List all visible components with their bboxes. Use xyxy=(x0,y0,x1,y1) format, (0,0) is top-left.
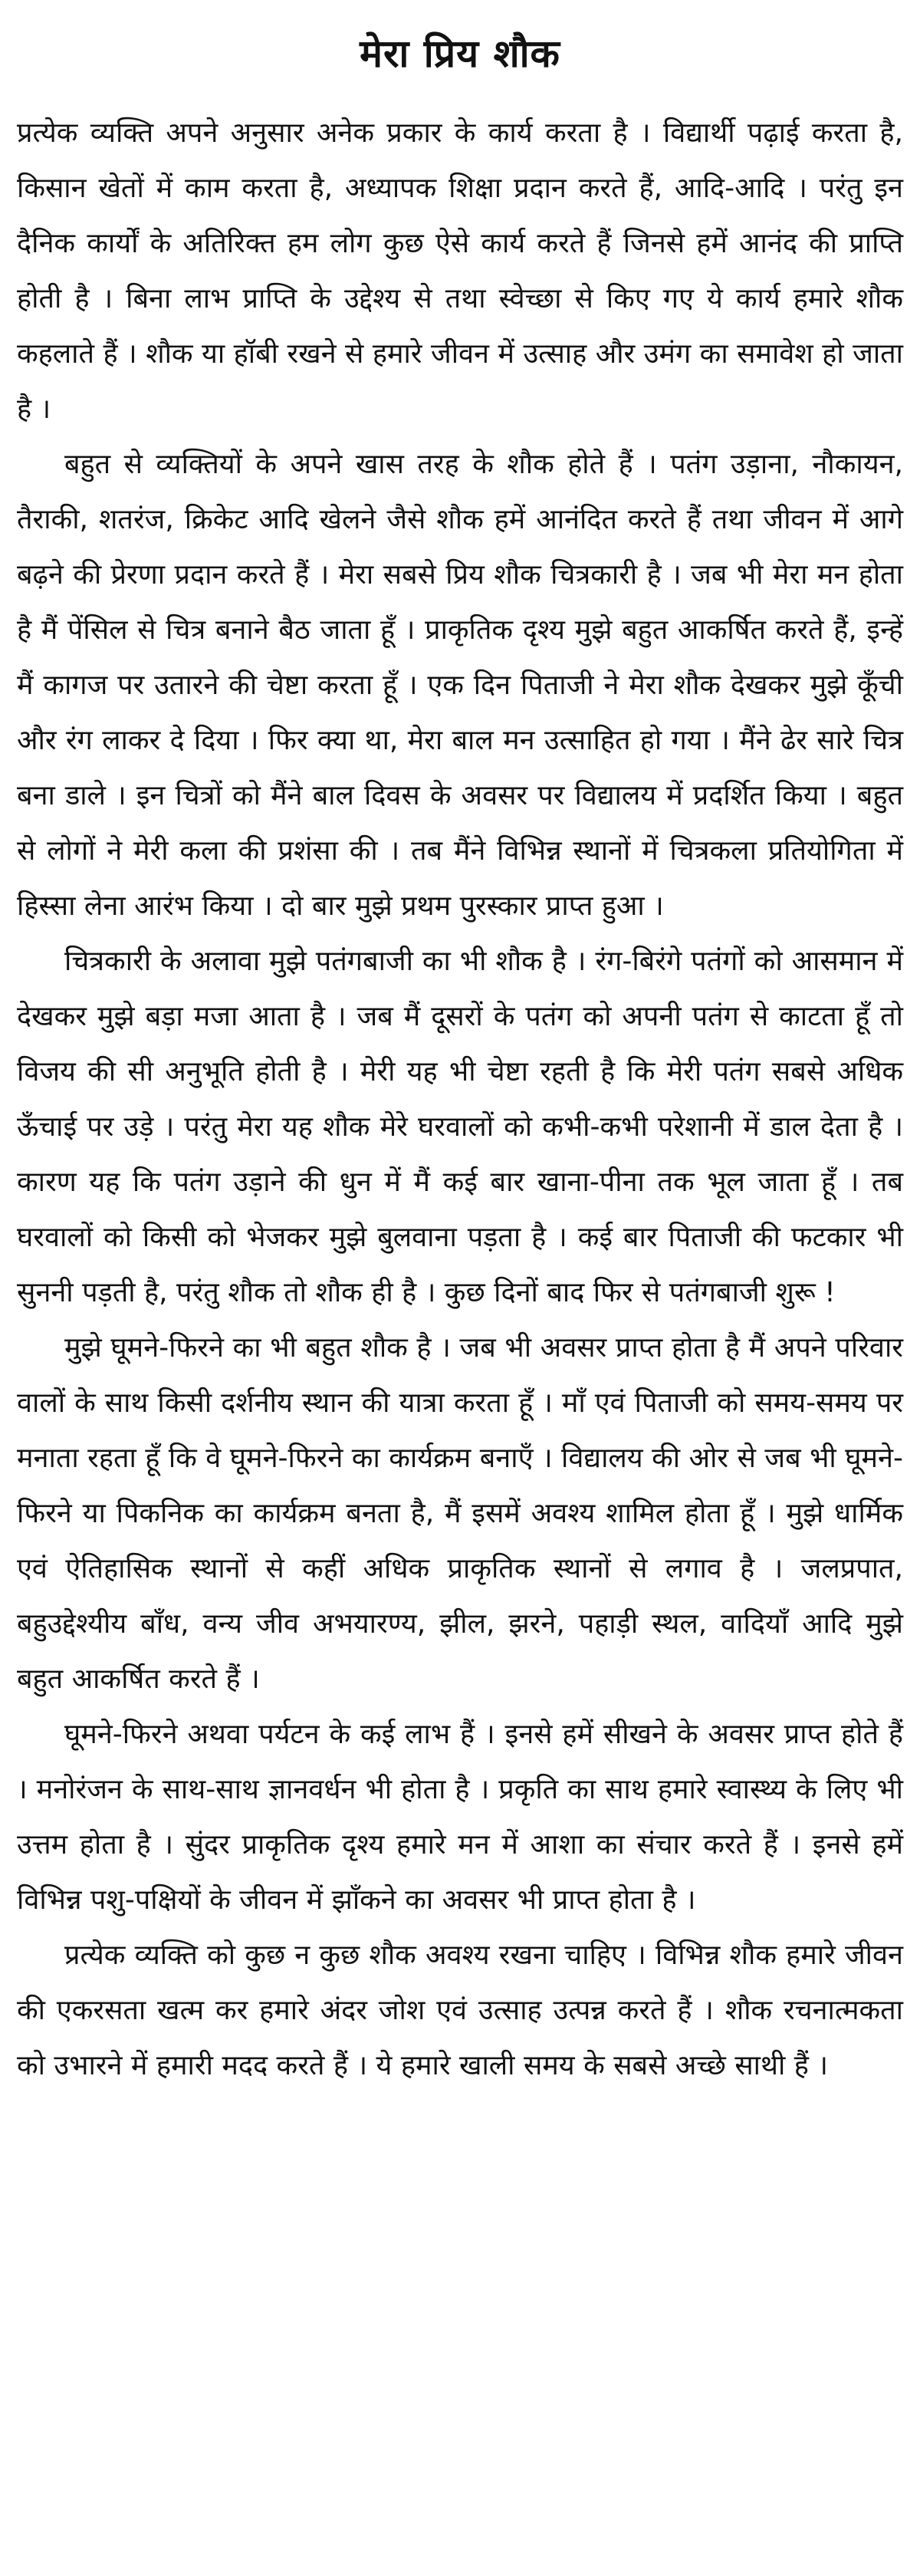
essay-title: मेरा प्रिय शौक xyxy=(360,31,560,76)
essay-body xyxy=(17,106,903,2094)
essay-paragraph-2: बहुत से व्यक्तियों के अपने खास तरह के शौक होते हैं । पतंग उड़ाना, नौकायन, तैराकी, शतरंज, क्रिकेट आदि खेलने जैसे शौक हमें आनंदित करते हैं तथा जीवन में आगे बढ़ने की प्रेरणा प्रदान करते हैं । मेरा सबसे प्रिय शौक चित्रकारी है । जब भी मेरा मन होता है मैं पेंसिल से चित्र बनाने बैठ जाता हूँ । प्राकृतिक दृश्य मुझे बहुत आकर्षित करते हैं, इन्हें मैं कागज पर उतारने की चेष्टा करता हूँ । एक दिन पिताजी ने मेरा शौक देखकर मुझे कूँची और रंग लाकर दे दिया । फिर क्या था, मेरा बाल मन उत्साहित हो गया । मैंने ढेर सारे चित्र बना डाले । इन चित्रों को मैंने बाल दिवस के अवसर पर विद्यालय में प्रदर्शित किया । बहुत से लोगों ने मेरी कला की प्रशंसा की । तब मैंने विभिन्न स्थानों में चित्रकला प्रतियोगिता में हिस्सा लेना आरंभ किया । दो बार मुझे प्रथम पुरस्कार प्राप्त हुआ । xyxy=(17,449,903,922)
essay-paragraph-1: प्रत्येक व्यक्ति अपने अनुसार अनेक प्रकार के कार्य करता है । विद्यार्थी पढ़ाई करता है, किसान खेतों में काम करता है, अध्यापक शिक्षा प्रदान करते हैं, आदि-आदि । परंतु इन दैनिक कार्यों के अतिरिक्त हम लोग कुछ ऐसे कार्य करते हैं जिनसे हमें आनंद की प्राप्ति होती है । बिना लाभ प्राप्ति के उद्देश्य से तथा स्वेच्छा से किए गए ये कार्य हमारे शौक कहलाते हैं । शौक या हॉबी रखने से हमारे जीवन में उत्साह और उमंग का समावेश हो जाता है । xyxy=(17,117,903,425)
essay-paragraph-4: मुझे घूमने-फिरने का भी बहुत शौक है । जब भी अवसर प्राप्त होता है मैं अपने परिवार वालों के साथ किसी दर्शनीय स्थान की यात्रा करता हूँ । माँ एवं पिताजी को समय-समय पर मनाता रहता हूँ कि वे घूमने-फिरने का कार्यक्रम बनाएँ । विद्यालय की ओर से जब भी घूमने-फिरने या पिकनिक का कार्यक्रम बनता है, मैं इसमें अवश्य शामिल होता हूँ । मुझे धार्मिक एवं ऐतिहासिक स्थानों से कहीं अधिक प्राकृतिक स्थानों से लगाव है । जलप्रपात, बहुउद्देश्यीय बाँध, वन्य जीव अभयारण्य, झील, झरने, पहाड़ी स्थल, वादियाँ आदि मुझे बहुत आकर्षित करते हैं । xyxy=(17,1332,903,1695)
essay-paragraph-6: प्रत्येक व्यक्ति को कुछ न कुछ शौक अवश्य रखना चाहिए । विभिन्न शौक हमारे जीवन की एकरसता खत्म कर हमारे अंदर जोश एवं उत्साह उत्पन्न करते हैं । शौक रचनात्मकता को उभारने में हमारी मदद करते हैं । ये हमारे खाली समय के सबसे अच्छे साथी हैं । xyxy=(17,1939,903,2081)
essay-paragraph-3: चित्रकारी के अलावा मुझे पतंगबाजी का भी शौक है । रंग-बिरंगे पतंगों को आसमान में देखकर मुझे बड़ा मजा आता है । जब मैं दूसरों के पतंग को अपनी पतंग से काटता हूँ तो विजय की सी अनुभूति होती है । मेरी यह भी चेष्टा रहती है कि मेरी पतंग सबसे अधिक ऊँचाई पर उड़े । परंतु मेरा यह शौक मेरे घरवालों को कभी-कभी परेशानी में डाल देता है । कारण यह कि पतंग उड़ाने की धुन में मैं कई बार खाना-पीना तक भूल जाता हूँ । तब घरवालों को किसी को भेजकर मुझे बुलवाना पड़ता है । कई बार पिताजी की फटकार भी सुननी पड़ती है, परंतु शौक तो शौक ही है । कुछ दिनों बाद फिर से पतंगबाजी शुरू ! xyxy=(17,946,903,1308)
essay-paragraph-5: घूमने-फिरने अथवा पर्यटन के कई लाभ हैं । इनसे हमें सीखने के अवसर प्राप्त होते हैं । मनोरंजन के साथ-साथ ज्ञानवर्धन भी होता है । प्रकृति का साथ हमारे स्वास्थ्य के लिए भी उत्तम होता है । सुंदर प्राकृतिक दृश्य हमारे मन में आशा का संचार करते हैं । इनसे हमें विभिन्न पशु-पक्षियों के जीवन में झाँकने का अवसर भी प्राप्त होता है । xyxy=(17,1719,903,1916)
